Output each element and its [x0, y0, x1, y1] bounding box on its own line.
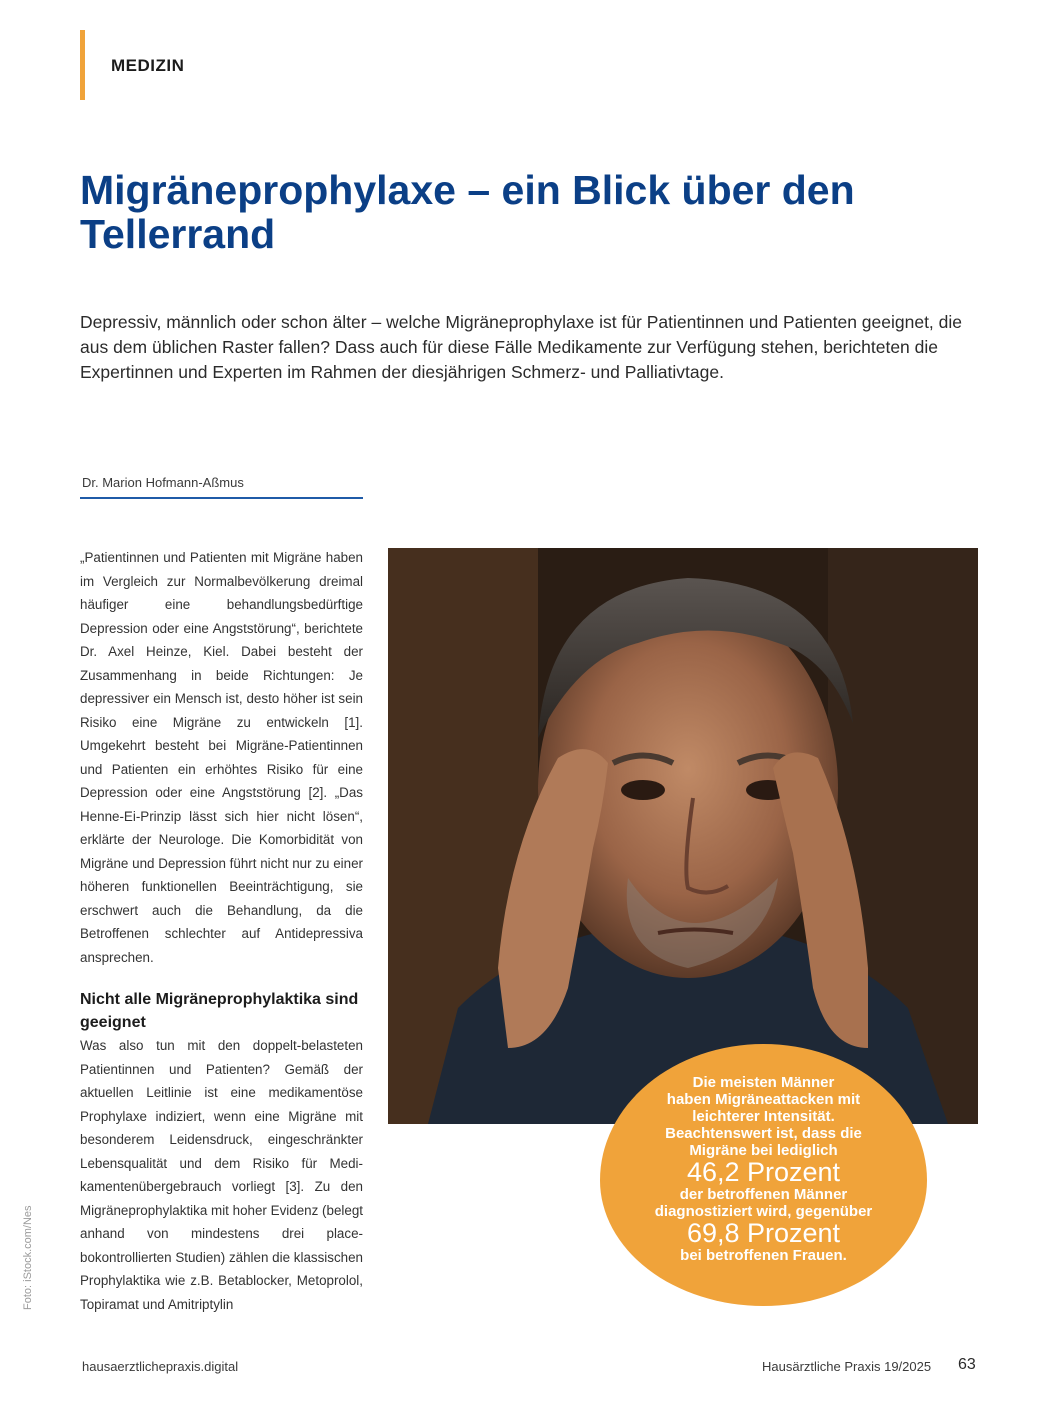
callout-stat-women: 69,8 Prozent	[686, 1218, 841, 1248]
author-divider	[80, 497, 363, 499]
callout-text: diagnostiziert wird, gegenüber	[654, 1203, 873, 1220]
callout-text: leichterer Intensität.	[692, 1108, 835, 1125]
photo-eye-left	[621, 780, 665, 800]
section-label: MEDIZIN	[111, 56, 185, 75]
page-number: 63	[958, 1356, 976, 1373]
author-name: Dr. Marion Hofmann-Aßmus	[82, 475, 244, 490]
article-body	[80, 546, 363, 1316]
body-paragraph-2: Was also tun mit den doppelt-belasteten Patientinnen und Patienten? Gemäß der aktuellen Leitlinie ist eine medikamentöse Prophylaxe indiziert, wenn eine Migräne mit besonderem Leidensdruck, eingeschränkter Lebensqualität und dem Risiko für Medikamentenübergebrauch vorliegt [3]. Zu den Migräneprophylaktika mit hoher Evidenz (belegt anhand von mindestens drei placebokontrollierten Studien) zählen die klassischen Prophylaktika wie z.B. Betablocker, Metoprolol, Topiramat und Amitriptylin	[80, 1038, 363, 1312]
article-title: Migräneprophylaxe – ein Blick über den Tellerrand	[80, 167, 855, 257]
callout-text: Beachtenswert ist, dass die	[665, 1125, 862, 1142]
callout-text: Migräne bei lediglich	[689, 1142, 838, 1159]
statistic-callout	[600, 1044, 927, 1306]
body-paragraph-1: „Patientinnen und Patienten mit Migräne haben im Vergleich zur Normalbevölkerung dreimal häufiger eine behandlungsbedürftige Depression oder eine Angststörung“, berichtete Dr. Axel Heinze, Kiel. Dabei besteht der Zusammenhang in beide Richtungen: Je depressiver ein Mensch ist, desto höher ist sein Risiko eine Migräne zu entwickeln [1]. Umgekehrt besteht bei Migräne-Patientinnen und Patienten ein erhöhtes Risiko für eine Depression oder eine Angststörung [2]. „Das Henne-Ei-Prinzip lässt sich hier nicht lösen“, erklärte der Neurologe. Die Komorbidität von Migräne und Depression führt nicht nur zu einer höheren funktionellen Beeinträchtigung, sie erschwert auch die Behandlung, da die Betroffenen schlechter auf Antidepressiva ansprechen.	[80, 550, 363, 965]
photo-credit: Foto: iStock.com/Nes	[22, 1205, 34, 1310]
article-photo	[388, 548, 978, 1124]
footer-journal: Hausärztliche Praxis 19/2025	[762, 1359, 932, 1374]
callout-text: bei betroffenen Frauen.	[680, 1247, 847, 1264]
callout-text: haben Migräneattacken mit	[666, 1091, 861, 1108]
man-with-headache-illustration	[388, 548, 978, 1124]
section-accent-bar	[80, 30, 85, 100]
callout-stat-men: 46,2 Prozent	[686, 1157, 841, 1187]
footer-website: hausaerztlichepraxis.digital	[82, 1359, 239, 1374]
callout-text: Die meisten Männer	[692, 1074, 835, 1091]
article-subheading: Nicht alle Migräneprophylaktika sind geeignet	[80, 991, 359, 1031]
callout-text: der betroffenen Männer	[679, 1186, 848, 1203]
article-lead: Depressiv, männlich oder schon älter – welche Migräneprophylaxe ist für Patientinnen und Patienten geeignet, die aus dem üblichen Raster fallen? Dass auch für diese Fälle Medikamente zur Verfügung stehen, berichteten die Expertinnen und Experten im Rahmen der diesjährigen Schmerz- und Palliativtage.	[80, 312, 963, 382]
